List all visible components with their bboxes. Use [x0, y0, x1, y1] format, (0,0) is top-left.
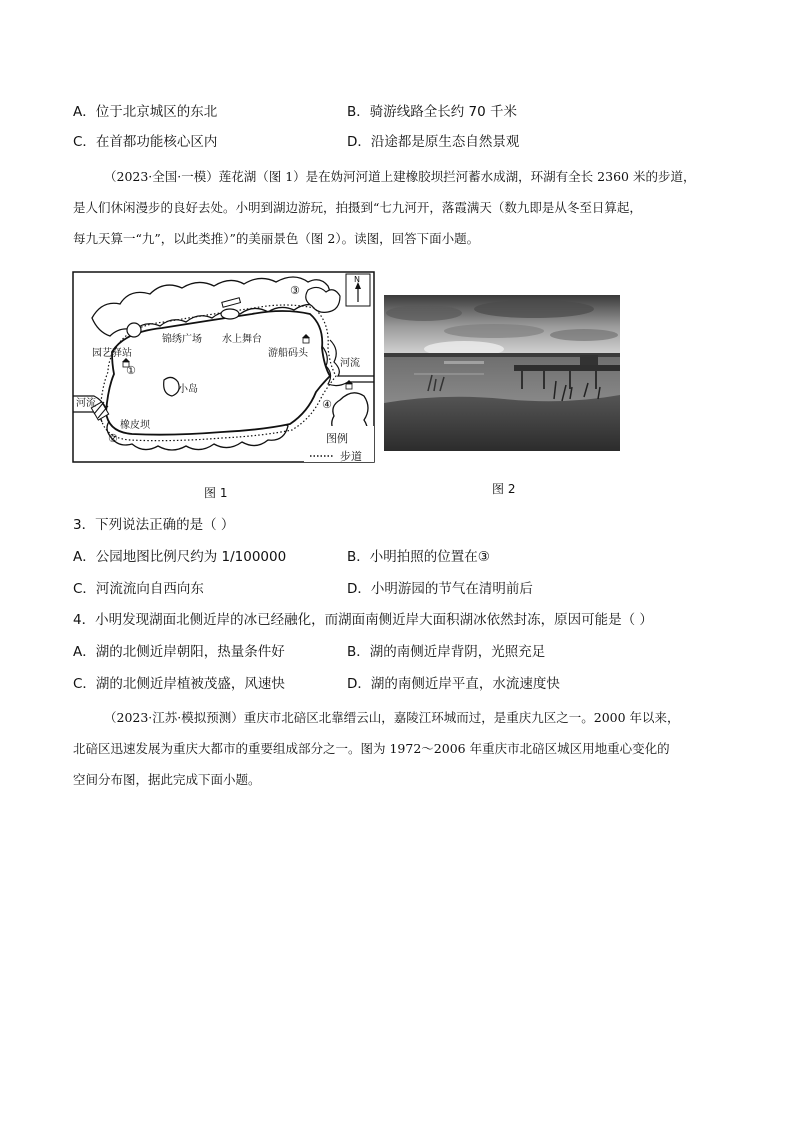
prev-option-a: A．位于北京城区的东北: [73, 104, 218, 120]
q4-option-a: A．湖的北侧近岸朝阳，热量条件好: [73, 644, 285, 660]
prev-option-c: C．在首都功能核心区内: [73, 134, 218, 150]
stage-shape: [221, 309, 239, 319]
q3-option-a: A．公园地图比例尺约为 1/100000: [73, 549, 287, 565]
q4-option-c: C．湖的北侧近岸植被茂盛，风速快: [73, 676, 285, 692]
photo-shore: [384, 395, 620, 451]
q4-option-d: D．湖的南侧近岸平直，水流速度快: [347, 676, 560, 692]
legend-path-label: 步道: [340, 450, 362, 463]
plaza-shape: [127, 323, 141, 337]
q3-option-b: B．小明拍照的位置在③: [347, 549, 490, 565]
intro1-line3: 每九天算一“九”，以此类推）”的美丽景色（图 2）。读图，回答下面小题。: [73, 231, 480, 246]
dock-label: 游船码头: [268, 348, 308, 359]
q4-option-b: B．湖的南侧近岸背阴，光照充足: [347, 644, 546, 660]
island-shape: [164, 377, 179, 396]
island-label: 小岛: [178, 384, 198, 395]
q3-option-d: D．小明游园的节气在清明前后: [347, 581, 533, 597]
prev-option-b: B．骑游线路全长约 70 千米: [347, 104, 518, 120]
point-2-label: ②: [108, 432, 118, 445]
intro2-line1: （2023·江苏·模拟预测）重庆市北碚区北靠缙云山，嘉陵江环城而过，是重庆九区之一。2000 年以来，: [104, 710, 680, 725]
point-3-label: ③: [290, 284, 300, 297]
stage-label: 水上舞台: [222, 334, 262, 345]
q3-stem: 3．下列说法正确的是（ ）: [73, 517, 235, 533]
river-left-label: 河流: [76, 398, 96, 409]
river-right-label: 河流: [340, 358, 360, 369]
dam-label: 橡皮坝: [120, 420, 150, 431]
figure1-map: [72, 270, 376, 466]
photo-pier: [514, 365, 620, 371]
intro2-line2: 北碚区迅速发展为重庆大都市的重要组成部分之一。图为 1972～2006 年重庆市北碚区城区用地重心变化的: [73, 741, 670, 756]
north-label: N: [354, 275, 360, 284]
figure2-caption: 图 2: [492, 482, 516, 496]
point-1-label: ①: [126, 364, 136, 377]
point-4-label: ④: [322, 398, 332, 411]
prev-option-d: D．沿途都是原生态自然景观: [347, 134, 520, 150]
q4-stem: 4．小明发现湖面北侧近岸的冰已经融化，而湖面南侧近岸大面积湖冰依然封冻，原因可能是（ ）: [73, 612, 653, 628]
figure2-photo: [384, 295, 620, 451]
intro2-line3: 空间分布图，据此完成下面小题。: [73, 772, 261, 787]
station-label: 园艺驿站: [92, 348, 132, 359]
q3-option-c: C．河流流向自西向东: [73, 581, 204, 597]
figure1-caption: 图 1: [204, 486, 228, 500]
intro1-line2: 是人们休闲漫步的良好去处。小明到湖边游玩，拍摄到“七九河开，落霞满天（数九即是从冬至日算起，: [73, 200, 642, 215]
plaza-label: 锦绣广场: [162, 334, 202, 345]
intro1-line1: （2023·全国·一模）莲花湖（图 1）是在妫河河道上建橡胶坝拦河蓄水成湖，环湖有全长 2360 米的步道，: [104, 169, 696, 184]
legend-title: 图例: [326, 432, 348, 445]
